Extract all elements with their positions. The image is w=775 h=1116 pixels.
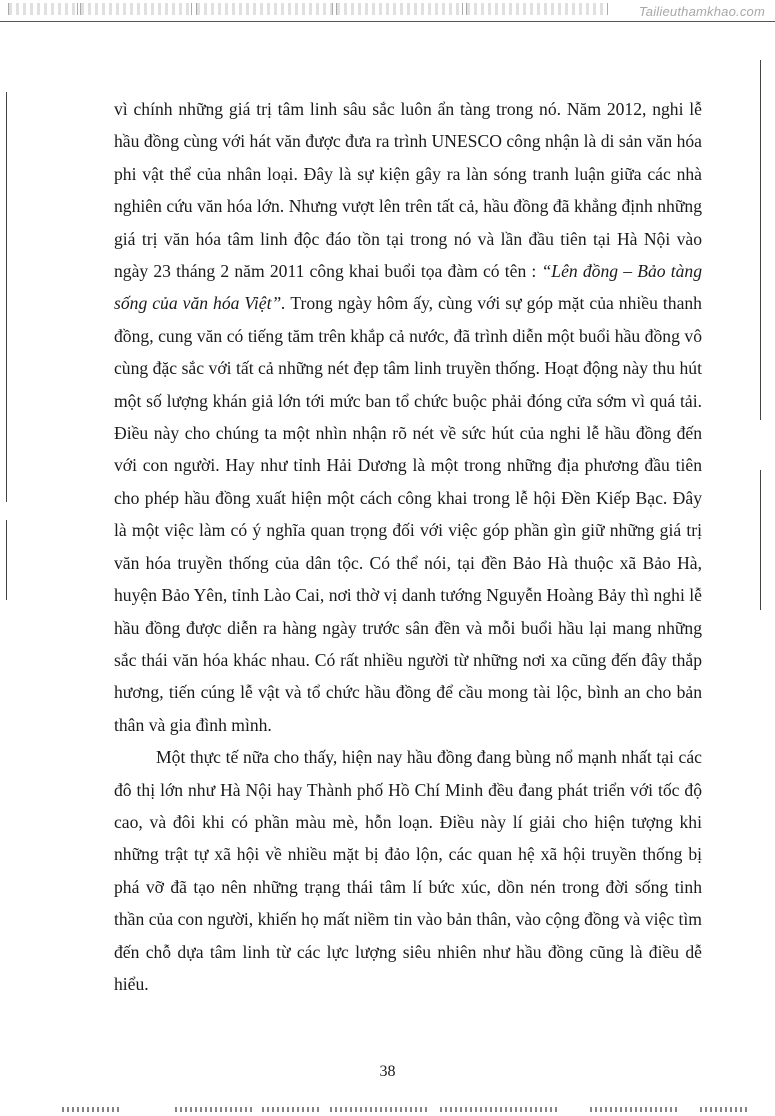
document-body (114, 93, 702, 1000)
scan-artifact (196, 3, 333, 15)
left-margin-line (6, 520, 7, 600)
right-margin-line (760, 60, 761, 420)
watermark: Tailieuthamkhao.com (638, 4, 765, 19)
scan-artifact (262, 1107, 322, 1112)
page-number: 38 (379, 1063, 396, 1080)
event-title-quote: “Lên đồng – Bảo tàng sống của văn hóa Việt”. (114, 261, 702, 314)
scan-artifact (8, 3, 78, 15)
body-paragraph (114, 741, 702, 1000)
right-margin-line (760, 470, 761, 610)
scan-artifact (80, 3, 192, 15)
paragraph-text: Trong ngày hôm ấy, cùng với sự góp mặt của nhiều thanh đồng, cung văn có tiếng tăm trên khắp cả nước, đã trình diễn một buổi hầu đồng vô cùng đặc sắc với tất cả những nét đẹp tâm linh truyền thống. Hoạt động này thu hút một số lượng khán giả lớn tới mức ban tổ chức buộc phải đóng cửa sớm vì quá tải. Điều này cho chúng ta một nhìn nhận rõ nét về sức hút của nghi lễ hầu đồng đến với con người. Hay như tỉnh Hải Dương là một trong những địa phương đầu tiên cho phép hầu đồng xuất hiện một cách công khai trong lễ hội Đền Kiếp Bạc. Đây là một việc làm có ý nghĩa quan trọng đối với việc góp phần gìn giữ những giá trị văn hóa truyền thống của dân tộc. Có thể nói, tại đền Bảo Hà thuộc xã Bảo Hà, huyện Bảo Yên, tỉnh Lào Cai, nơi thờ vị danh tướng Nguyễn Hoàng Bảy thì nghi lễ hầu đồng được diễn ra hàng ngày trước sân đền và mỗi buổi hầu lại mang những sắc thái văn hóa khác nhau. Có rất nhiều người từ những nơi xa cũng đến đây thắp hương, tiến cúng lễ vật và tổ chức hầu đồng để cầu mong tài lộc, bình an cho bản thân và gia đình mình. (114, 293, 702, 735)
scan-artifact (175, 1107, 255, 1112)
scan-artifact (700, 1107, 750, 1112)
scan-artifact (62, 1107, 122, 1112)
paragraph-text: Một thực tế nữa cho thấy, hiện nay hầu đồng đang bùng nổ mạnh nhất tại các đô thị lớn như Hà Nội hay Thành phố Hồ Chí Minh đều đang phát triển với tốc độ cao, và đôi khi có phần màu mè, hỗn loạn. Điều này lí giải cho hiện tượng khi những trật tự xã hội về nhiều mặt bị đảo lộn, các quan hệ xã hội truyền thống bị phá vỡ đã tạo nên những trạng thái tâm lí bức xúc, dồn nén trong đời sống tinh thần của con người, khiến họ mất niềm tin vào bản thân, vào cộng đồng và việc tìm đến chỗ dựa tâm linh từ các lực lượng siêu nhiên như hầu đồng cũng là điều dễ hiểu. (114, 747, 702, 994)
scan-header-strip (0, 0, 775, 22)
body-paragraph (114, 93, 702, 741)
scan-artifact (466, 3, 608, 15)
left-margin-line (6, 92, 7, 502)
scan-artifact (440, 1107, 560, 1112)
scan-artifact (336, 3, 463, 15)
scan-artifact (590, 1107, 680, 1112)
paragraph-text: vì chính những giá trị tâm linh sâu sắc luôn ẩn tàng trong nó. Năm 2012, nghi lễ hầu đồng cùng với hát văn được đưa ra trình UNESCO công nhận là di sản văn hóa phi vật thể của nhân loại. Đây là sự kiện gây ra làn sóng tranh luận giữa các nhà nghiên cứu văn hóa lớn. Nhưng vượt lên trên tất cả, hầu đồng đã khẳng định những giá trị văn hóa tâm linh độc đáo tồn tại trong nó và lần đầu tiên tại Hà Nội vào ngày 23 tháng 2 năm 2011 công khai buổi tọa đàm có tên : (114, 99, 702, 282)
scan-artifact (330, 1107, 430, 1112)
scan-footer-strip (0, 1100, 775, 1116)
